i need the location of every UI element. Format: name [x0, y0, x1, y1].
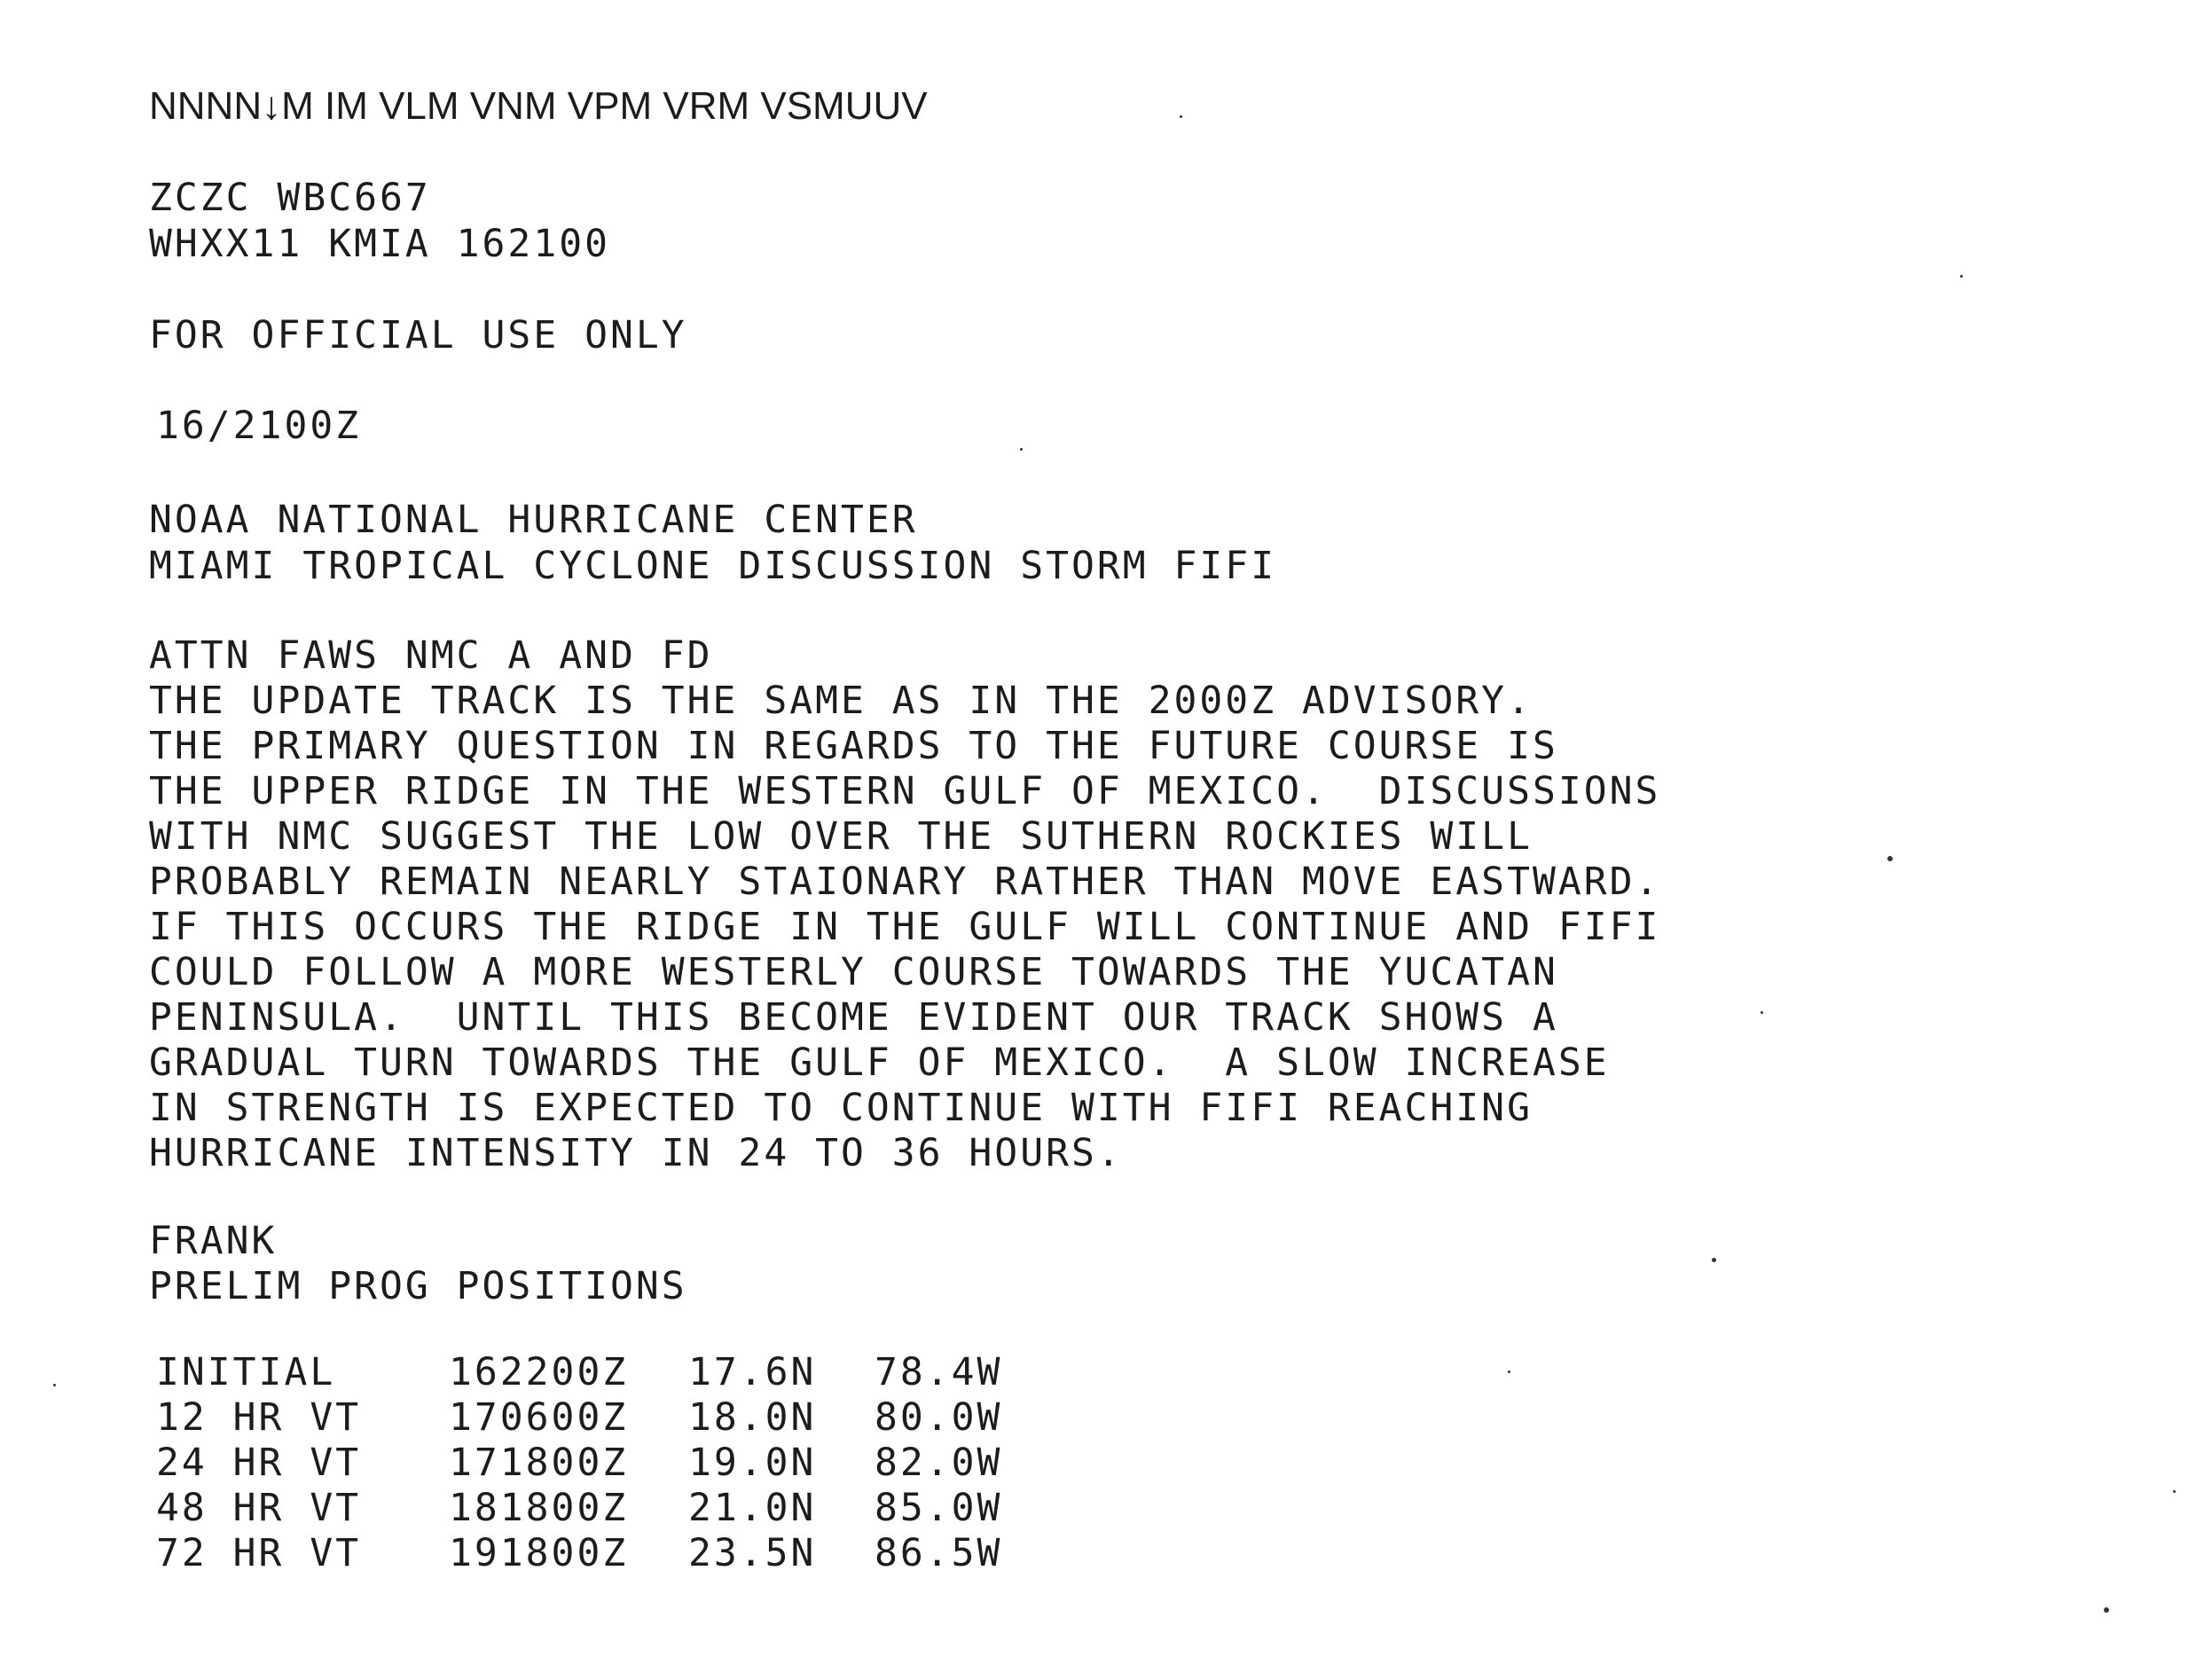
body-line: PENINSULA. UNTIL THIS BECOME EVIDENT OUR TRACK SHOWS A [149, 995, 1558, 1040]
longitude-cell: 86.5W [875, 1531, 1003, 1575]
longitude-cell: 85.0W [875, 1486, 1003, 1530]
longitude-cell: 82.0W [875, 1441, 1003, 1485]
body-line: PROBABLY REMAIN NEARLY STAIONARY RATHER THAN MOVE EASTWARD. [149, 860, 1661, 904]
forecast-time-cell: INITIAL [156, 1350, 336, 1394]
prog-heading: PRELIM PROG POSITIONS [149, 1264, 687, 1308]
routing-line: NNNN↓M IM VLM VNM VPM VRM VSMUUV [149, 84, 928, 128]
discussion-title: MIAMI TROPICAL CYCLONE DISCUSSION STORM FIFI [149, 544, 1277, 588]
latitude-cell: 17.6N [688, 1350, 817, 1394]
body-line: THE UPDATE TRACK IS THE SAME AS IN THE 2000Z ADVISORY. [149, 679, 1533, 723]
valid-time-cell: 171800Z [449, 1441, 629, 1485]
forecast-time-cell: 72 HR VT [156, 1531, 362, 1575]
body-line: THE PRIMARY QUESTION IN REGARDS TO THE FUTURE COURSE IS [149, 724, 1558, 768]
attn-line: ATTN FAWS NMC A AND FD [149, 633, 713, 678]
forecast-time-cell: 48 HR VT [156, 1486, 362, 1530]
message-id: ZCZC WBC667 [149, 176, 431, 220]
latitude-cell: 21.0N [688, 1486, 817, 1530]
classification: FOR OFFICIAL USE ONLY [149, 313, 687, 357]
longitude-cell: 78.4W [875, 1350, 1003, 1394]
valid-time-cell: 162200Z [449, 1350, 629, 1394]
signature: FRANK [149, 1219, 278, 1263]
latitude-cell: 23.5N [688, 1531, 817, 1575]
valid-time-cell: 170600Z [449, 1395, 629, 1440]
body-line: HURRICANE INTENSITY IN 24 TO 36 HOURS. [149, 1131, 1123, 1175]
bulletin-header: WHXX11 KMIA 162100 [149, 222, 610, 266]
datetime: 16/2100Z [156, 404, 362, 448]
valid-time-cell: 181800Z [449, 1486, 629, 1530]
longitude-cell: 80.0W [875, 1395, 1003, 1440]
body-line: COULD FOLLOW A MORE WESTERLY COURSE TOWARDS THE YUCATAN [149, 950, 1558, 994]
latitude-cell: 18.0N [688, 1395, 817, 1440]
org-title: NOAA NATIONAL HURRICANE CENTER [149, 498, 918, 542]
valid-time-cell: 191800Z [449, 1531, 629, 1575]
body-line: IN STRENGTH IS EXPECTED TO CONTINUE WITH FIFI REACHING [149, 1086, 1533, 1130]
body-line: THE UPPER RIDGE IN THE WESTERN GULF OF MEXICO. DISCUSSIONS [149, 769, 1661, 813]
body-line: GRADUAL TURN TOWARDS THE GULF OF MEXICO. A SLOW INCREASE [149, 1041, 1610, 1085]
body-line: IF THIS OCCURS THE RIDGE IN THE GULF WILL CONTINUE AND FIFI [149, 905, 1661, 949]
body-line: WITH NMC SUGGEST THE LOW OVER THE SUTHERN ROCKIES WILL [149, 814, 1533, 859]
latitude-cell: 19.0N [688, 1441, 817, 1485]
forecast-time-cell: 12 HR VT [156, 1395, 362, 1440]
forecast-time-cell: 24 HR VT [156, 1441, 362, 1485]
